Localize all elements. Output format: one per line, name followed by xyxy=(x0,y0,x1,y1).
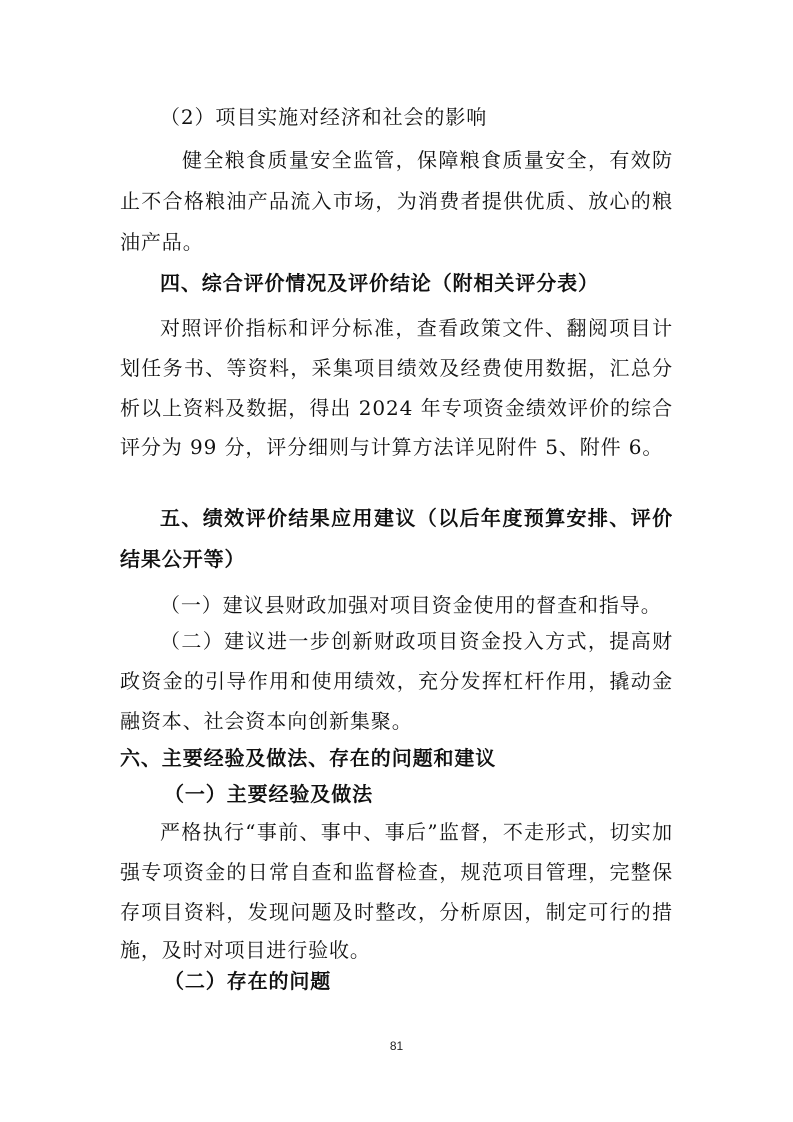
paragraph-line: 评分为 99 分，评分细则与计算方法详见附件 5、附件 6。 xyxy=(120,435,664,459)
paragraph-line: 严格执行“事前、事中、事后”监督，不走形式，切实加 xyxy=(160,820,673,844)
subsection-heading-experience: （一）主要经验及做法 xyxy=(164,782,373,806)
paragraph-line: 强专项资金的日常自查和监督检查，规范项目管理，完整保 xyxy=(120,860,673,884)
subsection-heading-problems: （二）存在的问题 xyxy=(164,969,332,993)
paragraph-line: 油产品。 xyxy=(120,230,204,254)
section-heading-4: 四、综合评价情况及评价结论（附相关评分表） xyxy=(160,271,599,295)
paragraph-line: 施，及时对项目进行验收。 xyxy=(120,938,371,962)
paragraph-suggestion-1: （一）建议县财政加强对项目资金使用的督查和指导。 xyxy=(160,593,662,617)
paragraph-line: 止不合格粮油产品流入市场，为消费者提供优质、放心的粮 xyxy=(120,189,673,213)
paragraph-line: 划任务书、等资料，采集项目绩效及经费使用数据，汇总分 xyxy=(120,356,673,380)
section-heading-6: 六、主要经验及做法、存在的问题和建议 xyxy=(120,746,497,770)
paragraph-line: 健全粮食质量安全监管，保障粮食质量安全，有效防 xyxy=(182,148,673,172)
heading-line: 五、绩效评价结果应用建议（以后年度预算安排、评价 xyxy=(160,506,673,530)
paragraph-line: 对照评价指标和评分标准，查看政策文件、翻阅项目计 xyxy=(160,316,673,340)
page-number: 81 xyxy=(389,1039,404,1053)
paragraph-line: （二）建议进一步创新财政项目资金投入方式，提高财 xyxy=(160,629,673,653)
paragraph-line: 融资本、社会资本向创新集聚。 xyxy=(120,709,413,733)
paragraph-line: 析以上资料及数据，得出 2024 年专项资金绩效评价的综合 xyxy=(120,396,673,420)
heading-line: 结果公开等） xyxy=(120,547,246,571)
paragraph-line: 存项目资料，发现问题及时整改，分析原因，制定可行的措 xyxy=(120,900,673,924)
subsection-heading-impact: （2）项目实施对经济和社会的影响 xyxy=(160,105,488,129)
paragraph-line: 政资金的引导作用和使用绩效，充分发挥杠杆作用，撬动金 xyxy=(120,669,673,693)
